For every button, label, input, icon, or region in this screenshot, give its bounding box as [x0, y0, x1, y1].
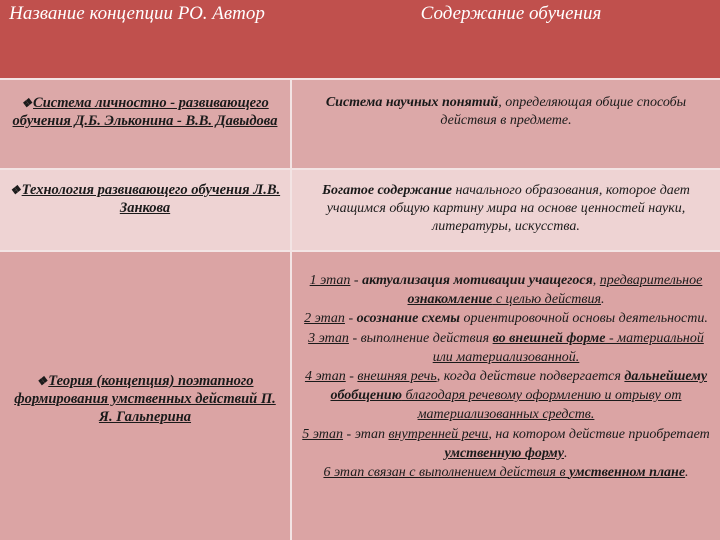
stages-text — [292, 252, 720, 482]
stage-6-emphasis: умственном плане — [569, 465, 686, 481]
diamond-bullet-icon: ❖ — [21, 96, 33, 110]
content-cell — [292, 170, 720, 250]
content-text — [292, 80, 720, 130]
stage-4-text: , когда действие подвергается — [436, 369, 625, 385]
stage-1-label: 1 этап — [309, 273, 351, 288]
stage-3-text: - выполнение действия — [348, 330, 493, 346]
stage-3-emphasis: во внешней форме — [492, 330, 606, 346]
stage-6-text: 6 этап связан с выполнением действия в — [323, 465, 570, 481]
stage-1-dash: - — [350, 273, 363, 288]
concept-name: Технология развивающего обучения Л.В. Занкова — [21, 182, 281, 216]
stage-2-rest: ориентировочной основы деятельности. — [460, 311, 708, 327]
table-row — [0, 252, 720, 540]
content-cell — [292, 80, 720, 168]
concept-text — [0, 366, 290, 426]
diamond-bullet-icon: ❖ — [36, 374, 48, 388]
stage-5-mid: , на котором действие приобретает — [488, 426, 710, 442]
stage-1-comma: , — [592, 273, 600, 288]
stage-2-emphasis: осознание схемы — [356, 311, 460, 327]
stage-5-end: . — [563, 445, 568, 461]
stage-3-label: 3 этап — [308, 330, 349, 346]
concept-text — [0, 170, 290, 217]
stage-5-inner-speech: внутренней речи — [388, 426, 489, 442]
diamond-bullet-icon: ❖ — [9, 183, 21, 197]
stage-4-label: 4 этап — [304, 369, 346, 385]
stage-1-emphasis: актуализация мотивации учащегося — [362, 273, 593, 288]
stage-1-goal: с целью действия — [492, 292, 601, 308]
stage-1-prelim: предварительное — [599, 273, 703, 288]
stage-6-end: . — [685, 465, 689, 481]
stage-3-rest: - материальной или материализованной. — [432, 330, 704, 365]
stage-4-dash: - — [345, 369, 358, 385]
content-rest: начального образования, которое дает учащимся общую картину мира на основе ценностей науки, литературы, искусства. — [326, 183, 690, 234]
content-emphasis: Система научных понятий — [325, 95, 499, 110]
content-rest: , определяющая общие способы действия в предмете. — [440, 95, 687, 128]
header-content-label: Содержание обучения — [420, 3, 602, 24]
header-content-cell — [292, 0, 720, 78]
concept-cell — [0, 80, 290, 168]
stage-2-dash: - — [344, 311, 357, 327]
stage-1-familiarization: ознакомление — [407, 292, 493, 308]
content-cell — [292, 252, 720, 540]
content-text — [292, 170, 720, 236]
concept-cell — [0, 170, 290, 250]
header-concept-label: Название концепции РО. Автор — [9, 3, 265, 24]
stage-4-speech: внешняя речь — [357, 369, 437, 385]
concept-cell — [0, 252, 290, 540]
stage-5-emphasis: умственную форму — [444, 445, 564, 461]
stage-4-rest: благодаря речевому оформлению и отрыву от материализованных средств. — [401, 388, 682, 423]
stage-1-end: . — [601, 292, 605, 308]
concept-name: Система личностно - развивающего обучения Д.Б. Эльконина - В.В. Давыдова — [12, 95, 278, 129]
concept-name: Теория (концепция) поэтапного формирования умственных действий П. Я. Гальперина — [14, 373, 276, 425]
table-row — [0, 80, 720, 168]
stage-4-emphasis: дальнейшему обобщению — [330, 369, 708, 404]
header-concept-cell — [0, 0, 290, 78]
stage-5-text: - этап — [343, 426, 389, 442]
stage-5-label: 5 этап — [302, 426, 344, 442]
concept-text — [0, 80, 290, 130]
stage-2-label: 2 этап — [304, 311, 345, 327]
table-row — [0, 170, 720, 250]
table-header-row — [0, 0, 720, 78]
content-emphasis: Богатое содержание — [322, 183, 452, 198]
